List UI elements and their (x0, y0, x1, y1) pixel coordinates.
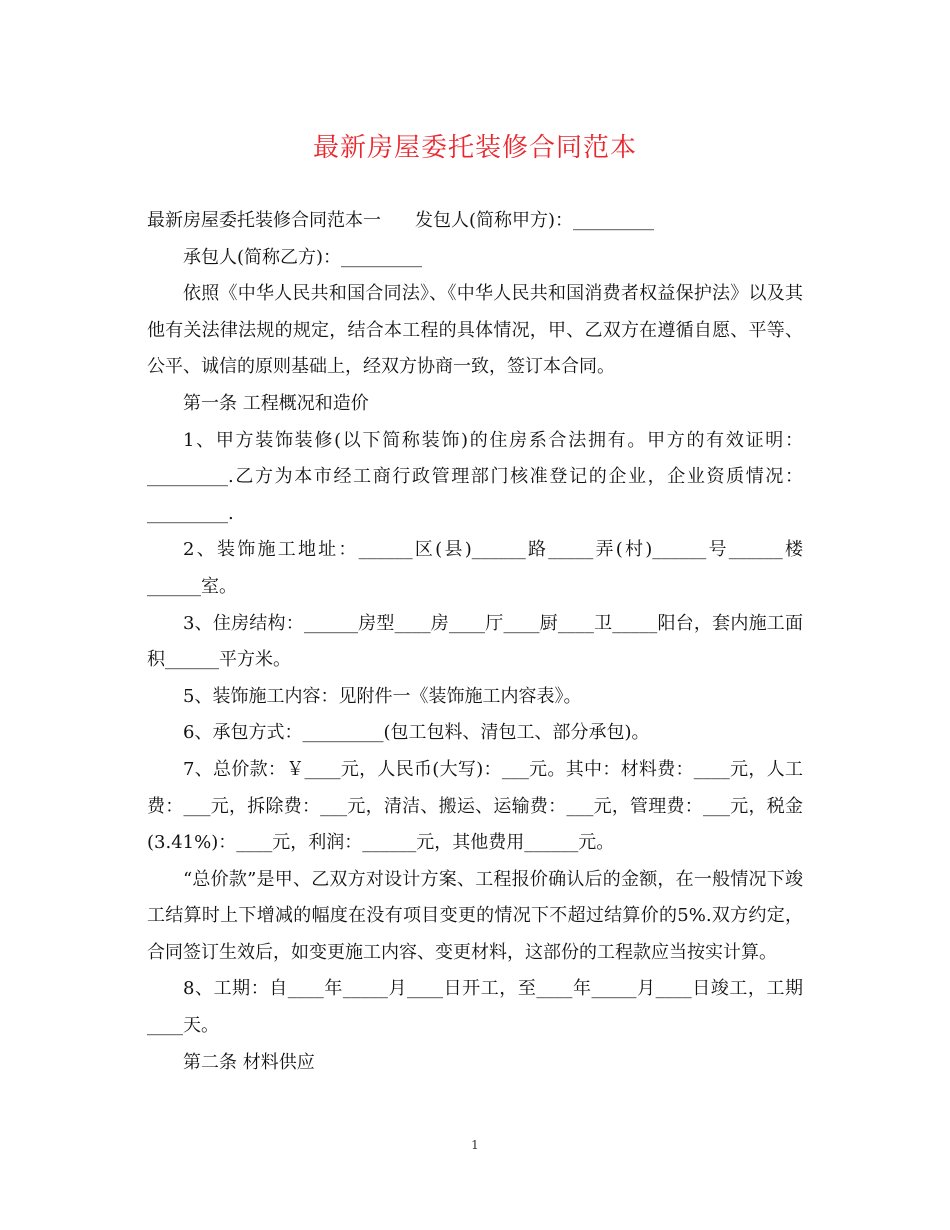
contract-subtitle: 最新房屋委托装修合同范本一 (147, 210, 381, 231)
paragraph-total-price-note: “总价款”是甲、乙双方对设计方案、工程报价确认后的金额，在一般情况下竣工结算时上下增减的幅度在没有项目变更的情况下不超过结算价的5%.双方约定，合同签订生效后，如变更施工内容、变更材料，这部份的工程款应当按实计算。 (147, 868, 803, 963)
clause-6: 6、承包方式：_________(包工包料、清包工、部分承包)。 (183, 722, 650, 744)
article-heading: 第一条 工程概况和造价 (183, 392, 369, 414)
document-body (147, 203, 803, 1081)
document-title: 最新房屋委托装修合同范本 (312, 133, 637, 163)
paragraph-header-line (147, 203, 803, 240)
page-number: 1 (471, 1138, 479, 1152)
party-a-field: 发包人(简称甲方)：_________ (415, 210, 655, 231)
clause-3: 3、住房结构：______房型____房____厅____厨____卫_____阳台，套内施工面积______平方米。 (147, 612, 803, 671)
paragraph-preamble: 依照《中华人民共和国合同法》、《中华人民共和国消费者权益保护法》以及其他有关法律法规的规定，结合本工程的具体情况，甲、乙双方在遵循自愿、平等、公平、诚信的原则基础上，经双方协商一致，签订本合同。 (147, 283, 803, 378)
clause-7: 7、总价款：￥____元，人民币(大写)：___元。其中：材料费：____元，人工费：___元，拆除费：___元，清洁、搬运、运输费：___元，管理费：___元，税金(3.41%)：____元，利润：______元，其他费用______元。 (147, 758, 803, 854)
clause-8: 8、工期：自____年_____月____日开工，至____年_____月____日竣工，工期____天。 (147, 978, 803, 1037)
article-heading: 第二条 材料供应 (183, 1051, 315, 1073)
clause-1: 1、甲方装饰装修(以下简称装饰)的住房系合法拥有。甲方的有效证明：_________.乙方为本市经工商行政管理部门核准登记的企业，企业资质情况：_________. (147, 429, 803, 524)
clause-2: 2、装饰施工地址：______区(县)______路_____弄(村)______号______楼______室。 (147, 539, 803, 597)
party-b-field: 承包人(简称乙方)：_________ (183, 246, 423, 268)
clause-5: 5、装饰施工内容：见附件一《装饰施工内容表》。 (183, 685, 582, 707)
